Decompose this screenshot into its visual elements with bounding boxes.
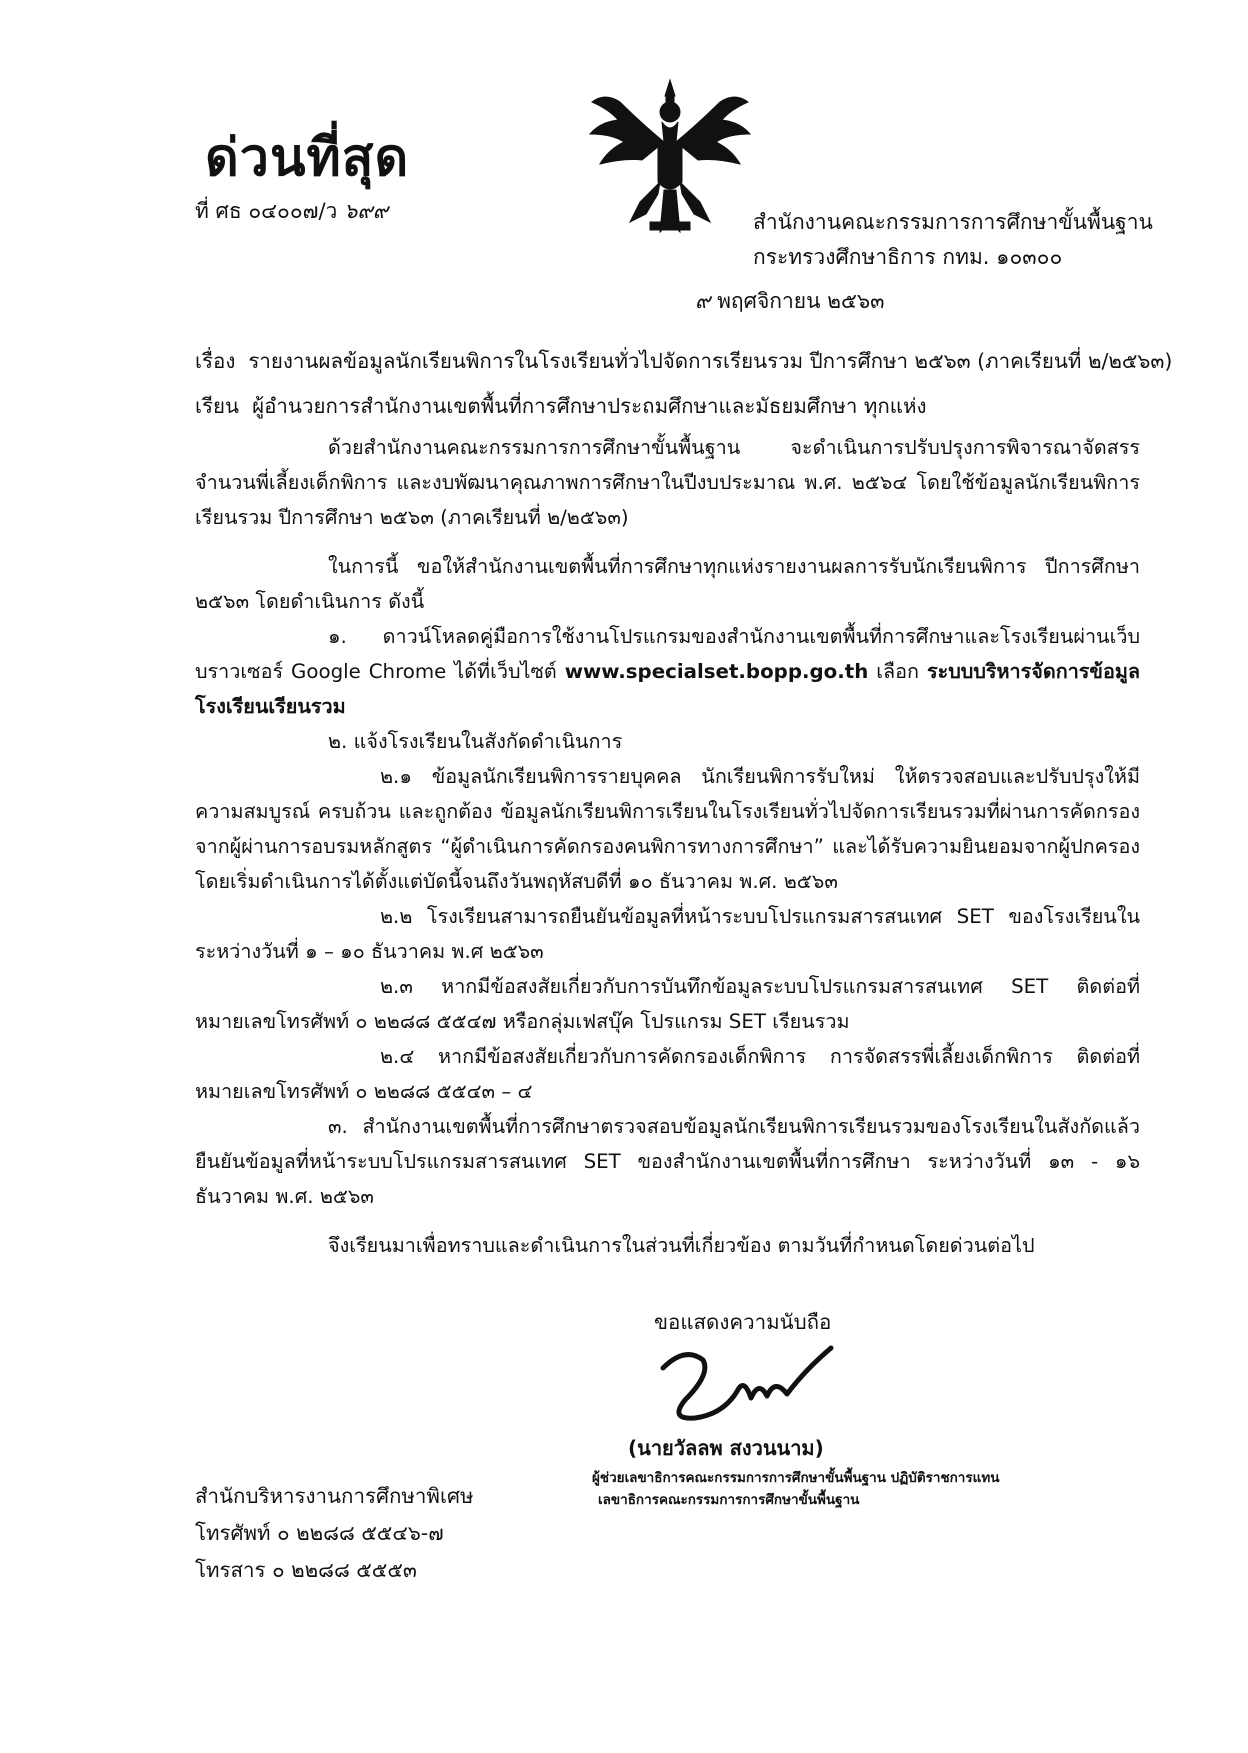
item-2: ๒. แจ้งโรงเรียนในสังกัดดำเนินการ <box>328 730 623 753</box>
item-2-3: ๒.๓ หากมีข้อสงสัยเกี่ยวกับการบันทึกข้อมูลระบบโปรแกรมสารสนเทศ SET ติดต่อที่หมายเลขโทรศัพท์ ๐ ๒๒๘๘ ๕๕๔๗ หรือกลุ่มเฟสบุ๊ค โปรแกรม SET เรียนรวม <box>195 975 1140 1033</box>
date-handwritten-day: ๙ <box>695 289 711 313</box>
org-line-1: สำนักงานคณะกรรมการการศึกษาขั้นพื้นฐาน <box>753 210 1153 234</box>
paragraph-request: ในการนี้ ขอให้สำนักงานเขตพื้นที่การศึกษาทุกแห่งรายงานผลการรับนักเรียนพิการ ปีการศึกษา ๒๕๖๓ โดยดำเนินการ ดังนี้ <box>195 555 1140 613</box>
subject-text: รายงานผลข้อมูลนักเรียนพิการในโรงเรียนทั่วไปจัดการเรียนรวม ปีการศึกษา ๒๕๖๓ (ภาคเรียนที่ ๒/๒๕๖๓) <box>248 349 1173 373</box>
org-line-2: กระทรวงศึกษาธิการ กทม. ๑๐๓๐๐ <box>753 245 1063 269</box>
urgency-heading: ด่วนที่สุด <box>205 128 410 188</box>
subject-label: เรื่อง <box>195 349 236 373</box>
item-1 <box>195 619 1140 724</box>
recipient-label: เรียน <box>195 394 240 418</box>
regards-line: ขอแสดงความนับถือ <box>654 1310 832 1334</box>
footer-fax: โทรสาร ๐ ๒๒๘๘ ๕๕๕๓ <box>195 1558 417 1582</box>
letter-body <box>195 430 1140 1263</box>
signer-position-line-1: ผู้ช่วยเลขาธิการคณะกรรมการการศึกษาขั้นพื้นฐาน ปฏิบัติราชการแทน <box>592 1470 1000 1486</box>
garuda-emblem-icon <box>580 72 760 242</box>
item-1-text: ๑. ดาวน์โหลดคู่มือการใช้งานโปรแกรมของสำนักงานเขตพื้นที่การศึกษาและโรงเรียนผ่านเว็บบราวเซอร์ Google Chrome ได้ที่เว็บไซต์ <box>195 625 1140 683</box>
subject-line <box>195 345 1172 378</box>
recipient-line <box>195 390 927 423</box>
item-3: ๓. สำนักงานเขตพื้นที่การศึกษาตรวจสอบข้อมูลนักเรียนพิการเรียนรวมของโรงเรียนในสังกัดแล้วยืนยันข้อมูลที่หน้าระบบโปรแกรมสารสนเทศ SET ของสำนักงานเขตพื้นที่การศึกษา ระหว่างวันที่ ๑๓ - ๑๖ ธันวาคม พ.ศ. ๒๕๖๓ <box>195 1115 1140 1208</box>
item-1-select: เลือก <box>876 660 920 683</box>
letter-date <box>695 285 885 318</box>
signer-position-line-2: เลขาธิการคณะกรรมการการศึกษาขั้นพื้นฐาน <box>598 1492 860 1508</box>
item-2-2: ๒.๒ โรงเรียนสามารถยืนยันข้อมูลที่หน้าระบบโปรแกรมสารสนเทศ SET ของโรงเรียนในระหว่างวันที่ ๑ – ๑๐ ธันวาคม พ.ศ ๒๕๖๓ <box>195 905 1140 963</box>
footer-office: สำนักบริหารงานการศึกษาพิเศษ <box>195 1484 474 1508</box>
reference-number <box>195 195 388 228</box>
item-2-4: ๒.๔ หากมีข้อสงสัยเกี่ยวกับการคัดกรองเด็กพิการ การจัดสรรพี่เลี้ยงเด็กพิการ ติดต่อที่หมายเลขโทรศัพท์ ๐ ๒๒๘๘ ๕๕๔๓ – ๔ <box>195 1045 1140 1103</box>
closing-paragraph: จึงเรียนมาเพื่อทราบและดำเนินการในส่วนที่เกี่ยวข้อง ตามวันที่กำหนดโดยด่วนต่อไป <box>328 1234 1035 1257</box>
recipient-text: ผู้อำนวยการสำนักงานเขตพื้นที่การศึกษาประถมศึกษาและมัธยมศึกษา ทุกแห่ง <box>252 394 927 418</box>
footer-phone: โทรศัพท์ ๐ ๒๒๘๘ ๕๕๔๖-๗ <box>195 1521 444 1545</box>
paragraph-intro: ด้วยสำนักงานคณะกรรมการการศึกษาขั้นพื้นฐาน จะดำเนินการปรับปรุงการพิจารณาจัดสรรจำนวนพี่เลี้ยงเด็กพิการ และงบพัฒนาคุณภาพการศึกษาในปีงบประมาณ พ.ศ. ๒๕๖๔ โดยใช้ข้อมูลนักเรียนพิการเรียนรวม ปีการศึกษา ๒๕๖๓ (ภาคเรียนที่ ๒/๒๕๖๓) <box>195 436 1140 529</box>
contact-footer <box>195 1478 473 1589</box>
reference-handwritten-number: ๖๙๙ <box>344 199 389 223</box>
handwritten-signature <box>655 1340 835 1430</box>
system-name: ระบบบริหารจัดการข้อมูลโรงเรียนเรียนรวม <box>195 660 1140 718</box>
signer-name: (นายวัลลพ สงวนนาม) <box>628 1436 824 1460</box>
reference-label: ที่ ศธ ๐๔๐๐๗/ว <box>195 199 338 223</box>
website-link: www.specialset.bopp.go.th <box>564 660 869 683</box>
issuing-organization <box>753 205 1153 275</box>
item-2-1: ๒.๑ ข้อมูลนักเรียนพิการรายบุคคล นักเรียนพิการรับใหม่ ให้ตรวจสอบและปรับปรุงให้มีความสมบูรณ์ ครบถ้วน และถูกต้อง ข้อมูลนักเรียนพิการเรียนในโรงเรียนทั่วไปจัดการเรียนรวมที่ผ่านการคัดกรองจากผู้ผ่านการอบรมหลักสูตร “ผู้ดำเนินการคัดกรองคนพิการทางการศึกษา” และได้รับความยินยอมจากผู้ปกครอง โดยเริ่มดำเนินการได้ตั้งแต่บัดนี้จนถึงวันพฤหัสบดีที่ ๑๐ ธันวาคม พ.ศ. ๒๕๖๓ <box>195 765 1140 893</box>
date-month-year: พฤศจิกายน ๒๕๖๓ <box>717 289 885 313</box>
